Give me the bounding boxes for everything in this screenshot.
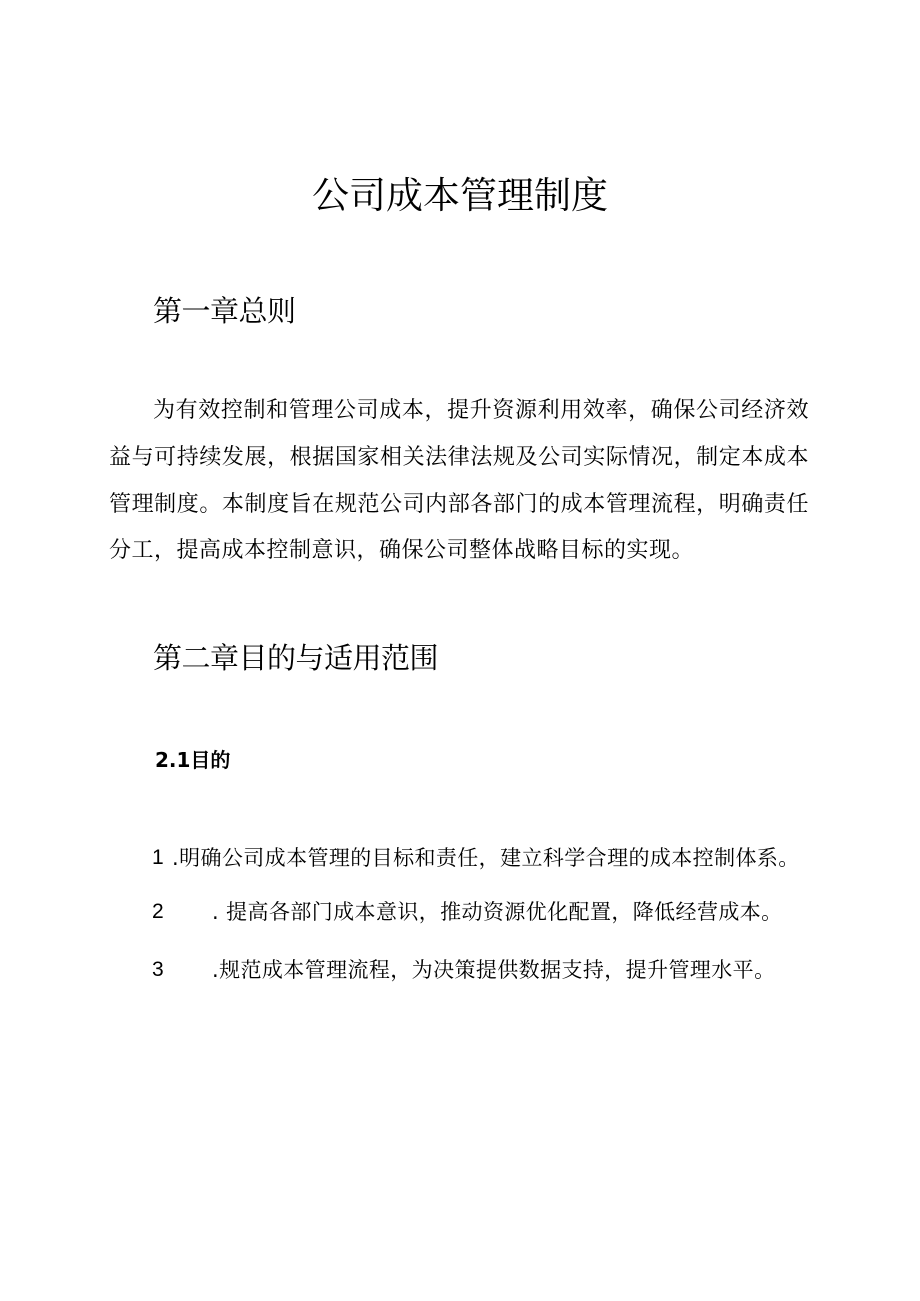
- list-item-text: .明确公司成本管理的目标和责任，建立科学合理的成本控制体系。: [172, 846, 800, 870]
- list-item-text: .规范成本管理流程，为决策提供数据支持，提升管理水平。: [212, 958, 776, 982]
- list-item-text: . 提高各部门成本意识，推动资源优化配置，降低经营成本。: [212, 900, 783, 924]
- chapter-1-paragraph: 为有效控制和管理公司成本，提升资源利用效率，确保公司经济效益与可持续发展，根据国家相关法律法规及公司实际情况，制定本成本管理制度。本制度旨在规范公司内部各部门的成本管理流程，明确责任分工，提高成本控制意识，确保公司整体战略目标的实现。: [109, 398, 809, 564]
- chapter-2-heading: 第二章目的与适用范围: [153, 641, 439, 675]
- document-title: 公司成本管理制度: [312, 174, 608, 217]
- section-2-1-heading: 2.1目的: [155, 748, 231, 772]
- chapter-1-heading: 第一章总则: [153, 294, 296, 328]
- list-item-number: 1: [152, 846, 164, 869]
- list-item-number: 2: [152, 900, 164, 923]
- list-item-number: 3: [152, 958, 164, 981]
